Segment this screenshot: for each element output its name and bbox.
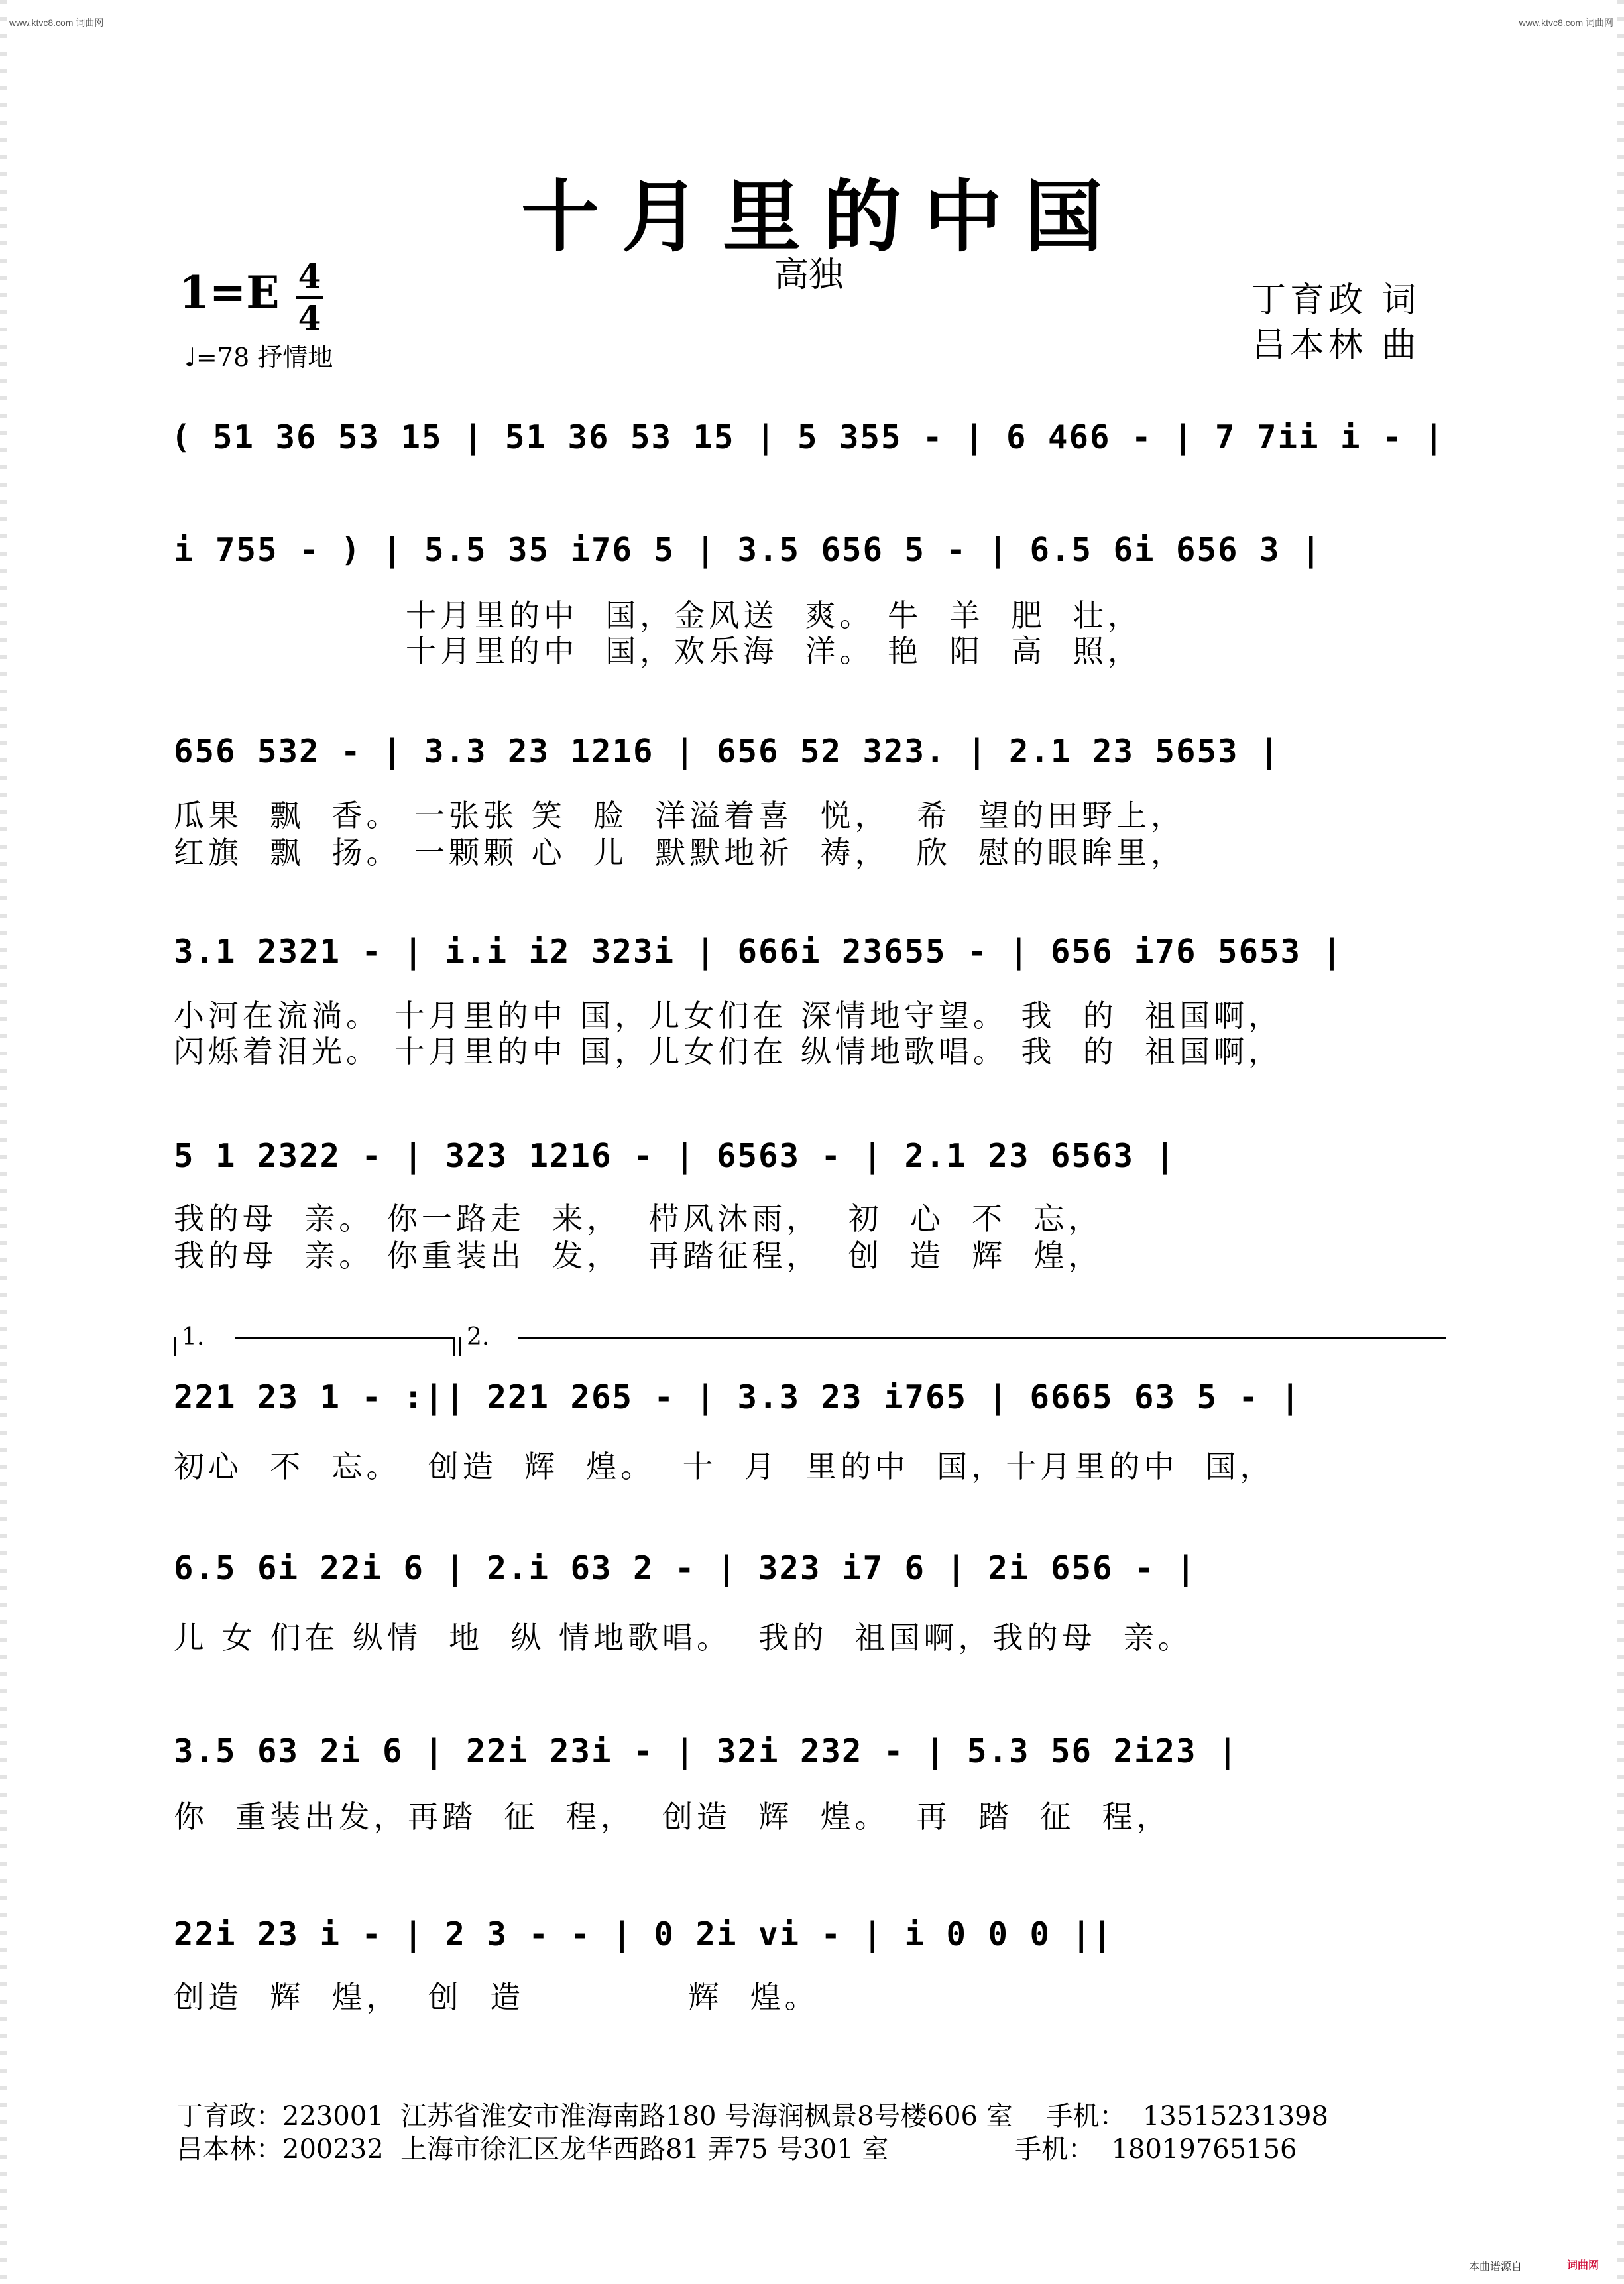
tempo-marking: ♩=78 抒情地 [184, 343, 333, 372]
left-edge-strip [0, 0, 7, 2284]
composer-credit: 吕本林 曲 [1251, 326, 1421, 365]
volta-1-line [235, 1337, 453, 1339]
time-signature-bottom: 4 [298, 298, 321, 337]
volta-2-number: 2. [467, 1323, 490, 1351]
contact-line-lyricist: 丁育政：223001 江苏省淮安市淮海南路180 号海润枫景8号楼606 室 手机： 13515231398 [176, 2101, 1328, 2132]
score-row-9-lyrics-1: 创造 辉 煌， 创 造 辉 煌。 [174, 1979, 819, 2015]
score-row-6-notes: 221 23 1 - :|| 221 265 - | 3.3 23 i765 | 6665 63 5 - | [174, 1378, 1302, 1416]
score-row-7-notes: 6.5 6i 22i 6 | 2.i 63 2 - | 323 i7 6 | 2i 656 - | [174, 1549, 1197, 1587]
time-signature [296, 257, 323, 337]
score-row-1-notes: ( 51 36 53 15 | 51 36 53 15 | 5 355 - | 6 466 - | 7 7ii i - | [171, 418, 1445, 456]
score-row-8-notes: 3.5 63 2i 6 | 22i 23i - | 32i 232 - | 5.3 56 2i23 | [174, 1732, 1239, 1770]
score-row-2-notes: i 755 - ) | 5.5 35 i76 5 | 3.5 656 5 - | 6.5 6i 656 3 | [174, 531, 1322, 569]
score-row-9-notes: 22i 23 i - | 2 3 - - | 0 2i vi - | i 0 0 0 || [174, 1915, 1114, 1953]
score-row-6-lyrics-1: 初心 不 忘。 创造 辉 煌。 十 月 里的中 国，十月里的中 国， [174, 1449, 1275, 1484]
right-edge-strip [1617, 0, 1624, 2284]
site-logo: 词曲网 [1567, 2260, 1599, 2271]
time-signature-top: 4 [298, 257, 321, 296]
key-signature: 1=E [179, 267, 280, 318]
watermark-left: www.ktvc8.com 词曲网 [9, 17, 104, 28]
score-row-4-lyrics-1: 小河在流淌。 十月里的中 国，儿女们在 深情地守望。 我 的 祖国啊， [174, 998, 1283, 1034]
volta-1-hook [174, 1337, 176, 1356]
score-row-7-lyrics-1: 儿 女 们在 纵情 地 纵 情地歌唱。 我的 祖国啊，我的母 亲。 [174, 1620, 1192, 1655]
score-row-2-lyrics-2: 十月里的中 国，欢乐海 洋。 艳 阳 高 照， [406, 633, 1142, 669]
song-subtitle: 高独 [774, 255, 844, 295]
score-row-2-lyrics-1: 十月里的中 国，金风送 爽。 牛 羊 肥 壮， [406, 597, 1142, 633]
score-row-4-notes: 3.1 2321 - | i.i i2 323i | 666i 23655 - | 656 i76 5653 | [174, 933, 1344, 971]
watermark-right: www.ktvc8.com 词曲网 [1519, 17, 1613, 28]
lyricist-credit: 丁育政 词 [1251, 280, 1421, 320]
score-row-5-lyrics-2: 我的母 亲。 你重装出 发， 再踏征程， 创 造 辉 煌， [174, 1238, 1103, 1274]
score-row-3-lyrics-2: 红旗 飘 扬。 一颗颗 心 儿 默默地祈 祷， 欣 慰的眼眸里， [174, 835, 1185, 871]
volta-2-line [518, 1337, 1446, 1339]
volta-1-number: 1. [182, 1323, 205, 1351]
score-row-3-notes: 656 532 - | 3.3 23 1216 | 656 52 323. | 2.1 23 5653 | [174, 733, 1281, 770]
score-row-5-notes: 5 1 2322 - | 323 1216 - | 6563 - | 2.1 23 6563 | [174, 1137, 1177, 1175]
song-title: 十月里的中国 [521, 170, 1126, 263]
contact-line-composer: 吕本林：200232 上海市徐汇区龙华西路81 弄75 号301 室 手机： 18019765156 [176, 2134, 1297, 2165]
source-note: 本曲谱源自 [1469, 2261, 1523, 2273]
score-row-4-lyrics-2: 闪烁着泪光。 十月里的中 国，儿女们在 纵情地歌唱。 我 的 祖国啊， [174, 1034, 1283, 1069]
score-row-8-lyrics-1: 你 重装出发，再踏 征 程， 创造 辉 煌。 再 踏 征 程， [174, 1799, 1171, 1834]
volta-2-hook [459, 1337, 461, 1356]
volta-1-end-hook [453, 1337, 455, 1356]
score-row-5-lyrics-1: 我的母 亲。 你一路走 来， 栉风沐雨， 初 心 不 忘， [174, 1201, 1103, 1236]
score-row-3-lyrics-1: 瓜果 飘 香。 一张张 笑 脸 洋溢着喜 悦， 希 望的田野上， [174, 798, 1185, 833]
